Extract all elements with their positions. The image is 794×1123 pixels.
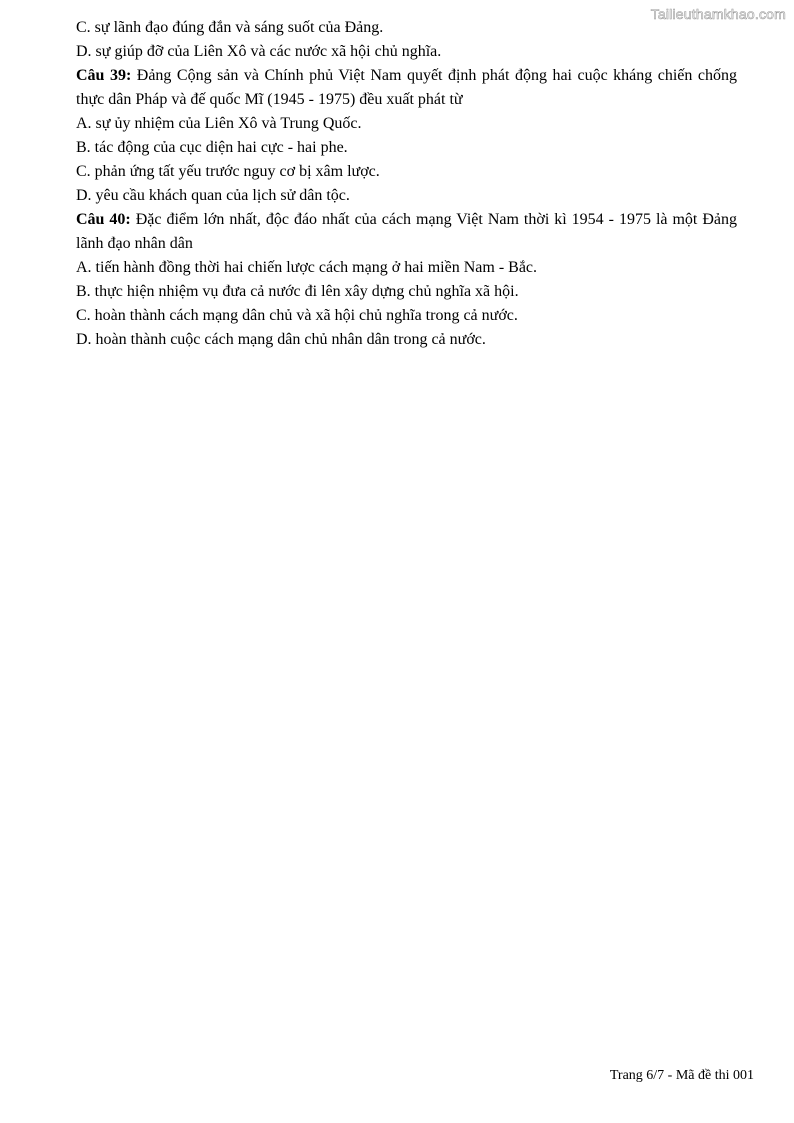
q40-option-a: A. tiến hành đồng thời hai chiến lược cách mạng ở hai miền Nam - Bắc. (76, 259, 538, 276)
document-body (76, 16, 737, 352)
question-40-label: Câu 40: (76, 211, 131, 228)
question-39-text: Đảng Cộng sản và Chính phủ Việt Nam quyết định phát động hai cuộc kháng chiến chống thực dân Pháp và đế quốc Mĩ (1945 - 1975) đều xuất phát từ (76, 67, 738, 108)
option-c-previous: C. sự lãnh đạo đúng đắn và sáng suốt của Đảng. (76, 19, 384, 36)
question-40-text: Đặc điểm lớn nhất, độc đáo nhất của cách mạng Việt Nam thời kì 1954 - 1975 là một Đảng lãnh đạo nhân dân (76, 211, 738, 252)
option-d-previous: D. sự giúp đỡ của Liên Xô và các nước xã hội chủ nghĩa. (76, 43, 442, 60)
q39-option-d: D. yêu cầu khách quan của lịch sử dân tộc. (76, 187, 350, 204)
q40-option-c: C. hoàn thành cách mạng dân chủ và xã hội chủ nghĩa trong cả nước. (76, 307, 518, 324)
q40-option-d: D. hoàn thành cuộc cách mạng dân chủ nhân dân trong cả nước. (76, 331, 486, 348)
question-39-label: Câu 39: (76, 67, 132, 84)
watermark-logo: Tailieuthamkhao.com (650, 6, 786, 22)
page-footer: Trang 6/7 - Mã đề thi 001 (609, 1068, 754, 1083)
question-39 (76, 64, 737, 112)
q39-option-c: C. phản ứng tất yếu trước nguy cơ bị xâm lược. (76, 163, 380, 180)
q39-option-b: B. tác động của cục diện hai cực - hai phe. (76, 139, 348, 156)
q39-option-a: A. sự ủy nhiệm của Liên Xô và Trung Quốc. (76, 115, 362, 132)
question-40 (76, 208, 737, 256)
q40-option-b: B. thực hiện nhiệm vụ đưa cả nước đi lên xây dựng chủ nghĩa xã hội. (76, 283, 519, 300)
